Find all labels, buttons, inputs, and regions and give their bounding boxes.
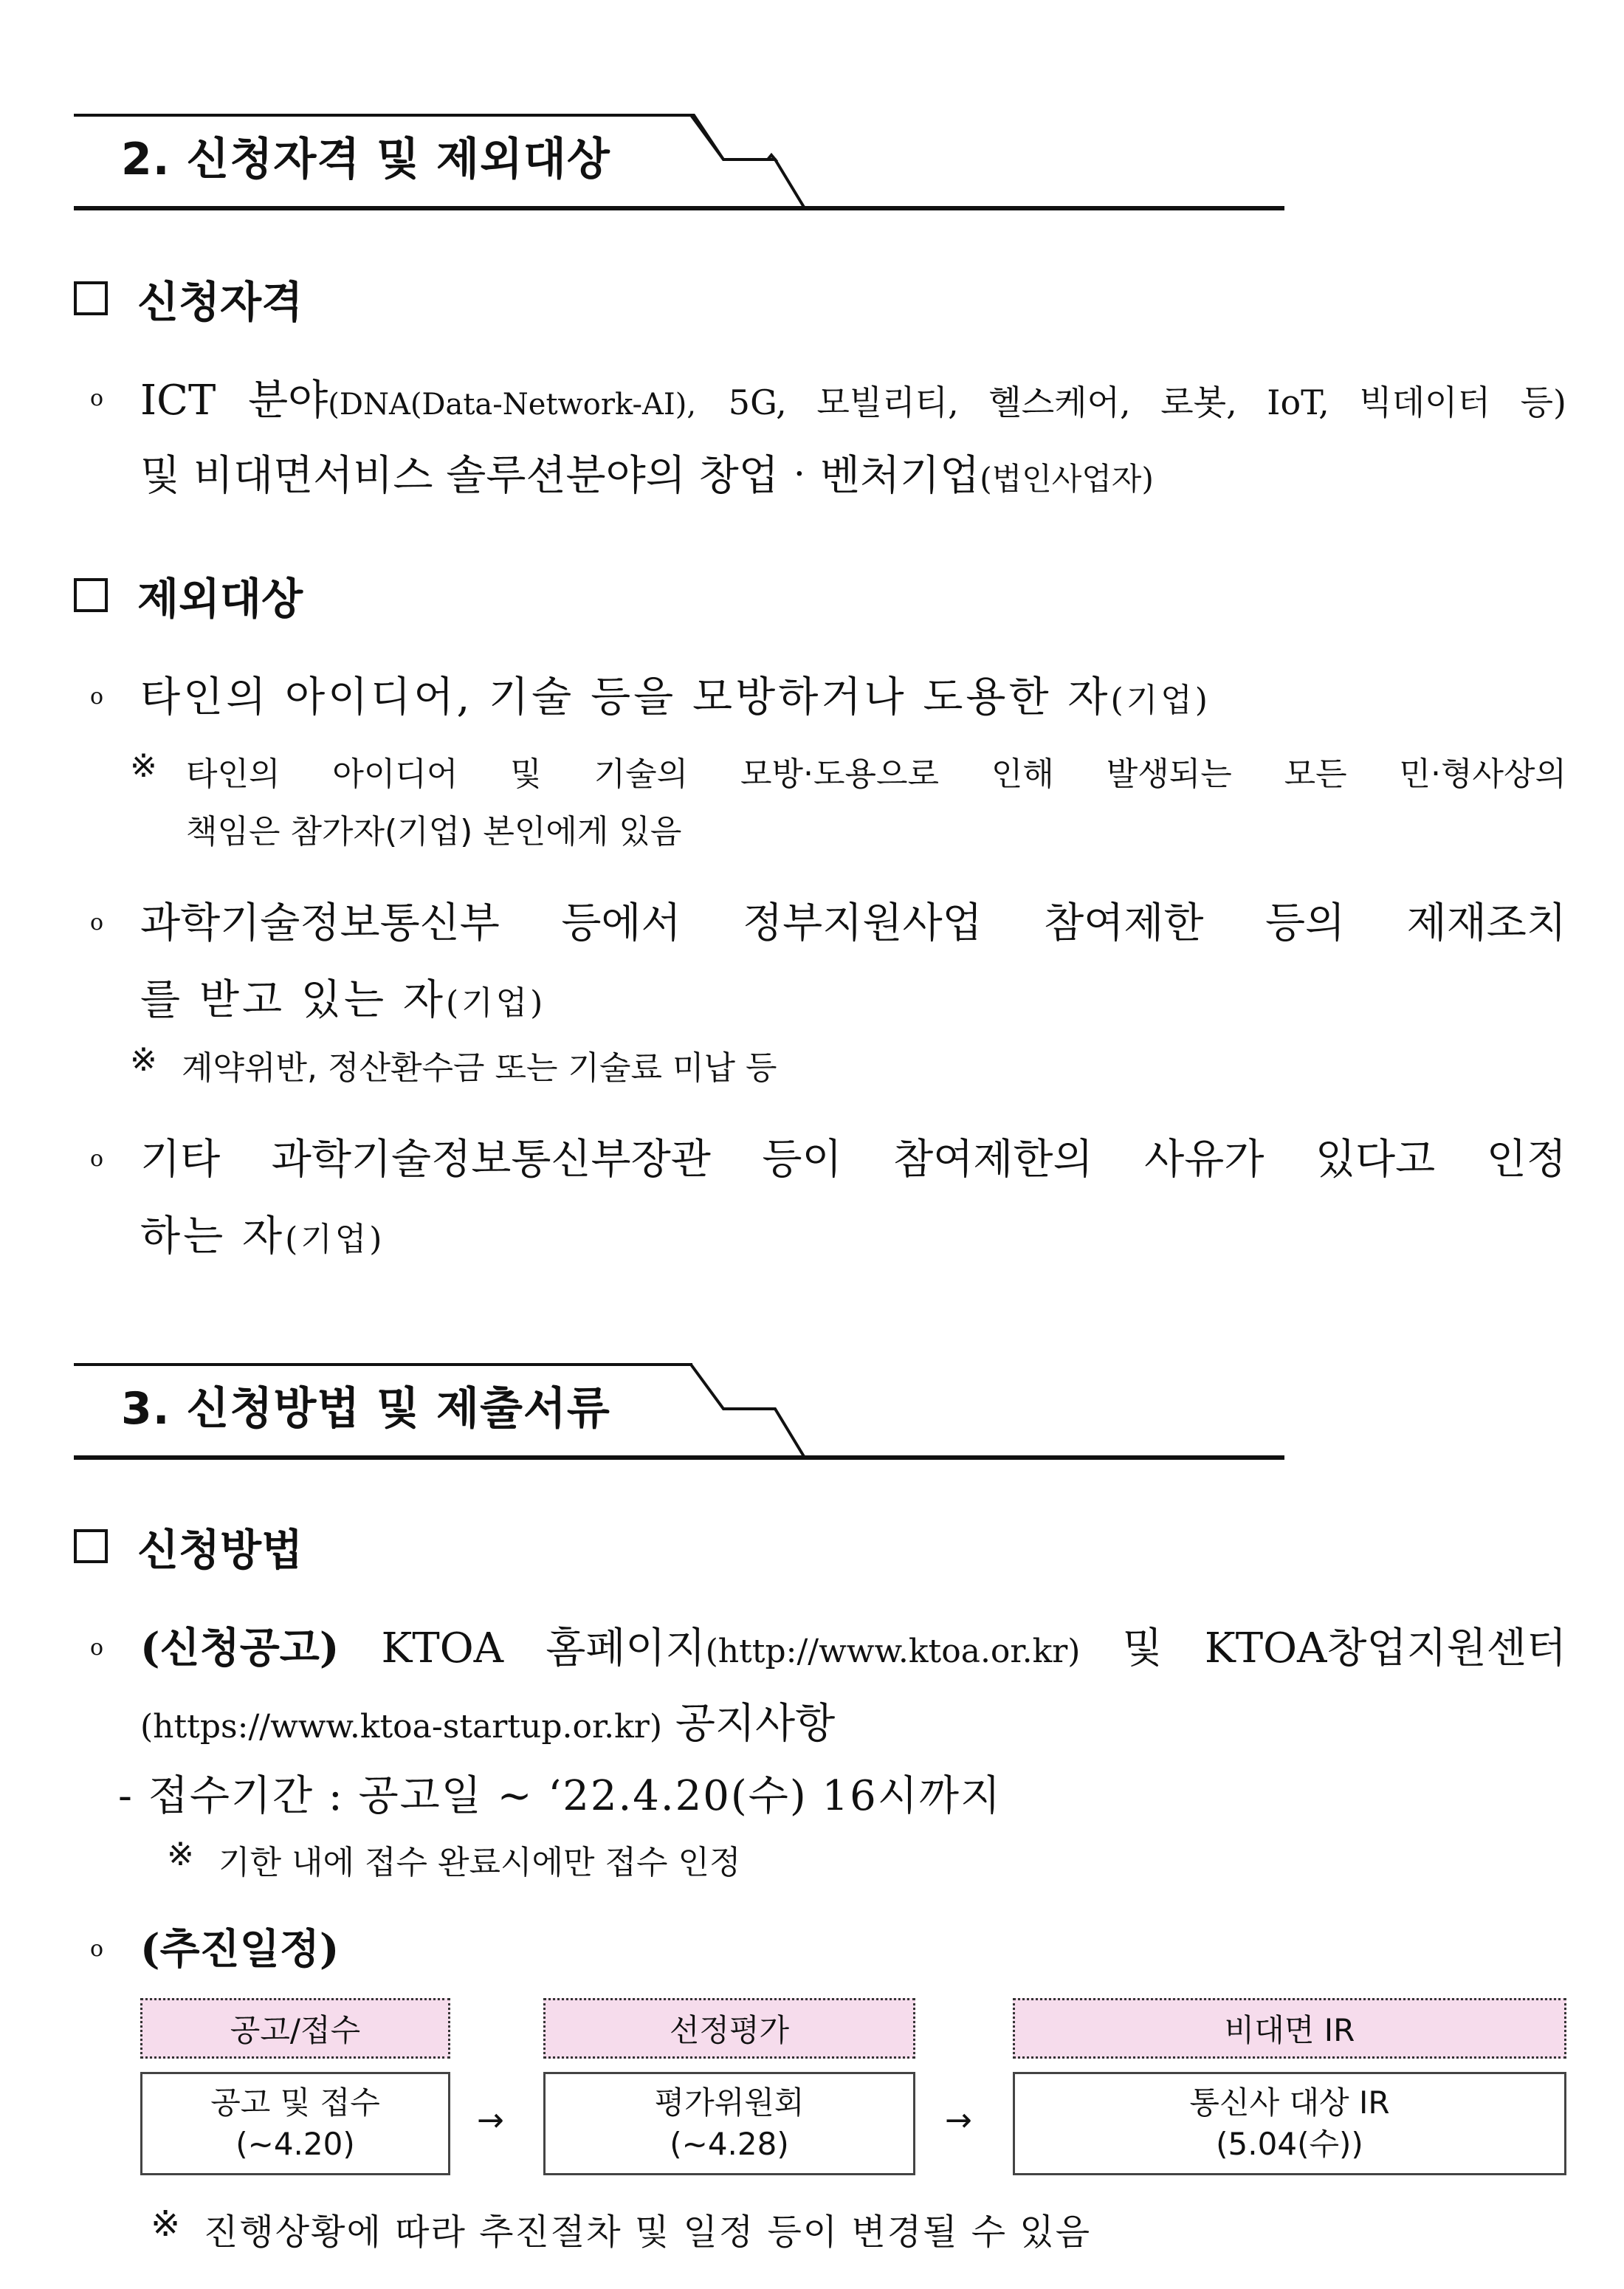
announce-text-1: KTOA 홈페이지 (381, 1624, 706, 1672)
final-note: 진행상황에 따라 추진절차 및 일정 등이 변경될 수 있음 (204, 2211, 1092, 2253)
stage-2-head: 선정평가 (543, 1998, 915, 2059)
arrow-right-icon: → (945, 2101, 972, 2139)
refmark-icon: ※ (130, 1041, 157, 1079)
stage-2-body (543, 2072, 915, 2175)
exclusion-item-1-main: 타인의 아이디어, 기술 등을 모방하거나 도용한 자 (140, 673, 1111, 721)
exclusion-item-2-line-2-paren: (기업) (445, 984, 546, 1022)
exclusion-item-1-paren: (기업) (1110, 682, 1211, 719)
announce-url-2: (https://www.ktoa-startup.or.kr) (140, 1708, 663, 1746)
stage-3-line-1: 통신사 대상 IR (1189, 2084, 1390, 2121)
exclusion-item-1 (140, 665, 1336, 724)
eligibility-dna: (DNA(Data-Network-AI), (328, 388, 697, 422)
stage-2-line-1: 평가위원회 (654, 2084, 805, 2121)
section-3-header (74, 1360, 1284, 1463)
stage-3-body (1013, 2072, 1566, 2175)
bullet-icon: o (90, 1936, 104, 1962)
stage-1-body (140, 2072, 450, 2175)
refmark-icon: ※ (130, 747, 157, 785)
exclusion-heading: 제외대상 (137, 574, 303, 624)
method-heading: 신청방법 (137, 1525, 303, 1575)
application-period: - 접수기간 : 공고일 ~ ‘22.4.20(수) 16시까지 (118, 1772, 1002, 1820)
exclusion-item-2-line-2-main: 를 받고 있는 자 (140, 976, 446, 1024)
exclusion-heading-row (74, 564, 303, 626)
announce-text-2: 및 KTOA창업지원센터 (1122, 1624, 1566, 1672)
bullet-icon: o (90, 684, 104, 710)
bullet-icon: o (90, 1146, 104, 1172)
exclusion-item-3-line-2-paren: (기업) (285, 1221, 385, 1258)
bullet-icon: o (90, 385, 104, 411)
stage-2-line-2: (~4.28) (670, 2126, 789, 2162)
eligibility-heading-row (74, 267, 303, 329)
refmark-icon: ※ (151, 2203, 181, 2245)
stage-3-line-2: (5.04(수)) (1216, 2126, 1363, 2162)
exclusion-item-2-line-2 (140, 967, 546, 1026)
stage-1-line-1: 공고 및 접수 (210, 2084, 380, 2121)
announce-line-2 (140, 1691, 835, 1750)
period-note: 기한 내에 접수 완료시에만 접수 인정 (219, 1844, 741, 1881)
announce-text-3: 공지사항 (675, 1700, 836, 1748)
eligibility-heading: 신청자격 (137, 277, 303, 327)
exclusion-item-3-line-1: 기타 과학기술정보통신부장관 등이 참여제한의 사유가 있다고 인정 (140, 1136, 1566, 1184)
exclusion-item-3-line-2 (140, 1204, 385, 1263)
stage-3-head: 비대면 IR (1013, 1998, 1566, 2059)
arrow-right-icon: → (477, 2101, 504, 2139)
bullet-icon: o (90, 1635, 104, 1661)
stage-1-line-2: (~4.20) (235, 2126, 355, 2162)
announce-url-1: (http://www.ktoa.or.kr) (705, 1633, 1081, 1670)
announce-line-1 (140, 1616, 1566, 1675)
eligibility-item-line-1 (140, 368, 1566, 427)
section-2-header (74, 111, 1284, 214)
exclusion-item-2-line-1: 과학기술정보통신부 등에서 정부지원사업 참여제한 등의 제재조치 (140, 899, 1566, 947)
checkbox-square-icon (74, 578, 108, 612)
exclusion-note-2: 계약위반, 정산환수금 또는 기술료 미납 등 (182, 1049, 777, 1087)
schedule-label: (추진일정) (140, 1925, 340, 1974)
stage-1-head: 공고/접수 (140, 1998, 450, 2059)
eligibility-field: ICT 분야 (140, 377, 328, 425)
section-3-title: 3. 신청방법 및 제출서류 (121, 1383, 610, 1435)
bullet-icon: o (90, 910, 104, 936)
announce-label: (신청공고) (140, 1624, 340, 1672)
checkbox-square-icon (74, 1529, 108, 1563)
eligibility-field-list: 5G, 모빌리티, 헬스케어, 로봇, IoT, 빅데이터 등) (728, 382, 1566, 422)
exclusion-item-3-line-2-main: 하는 자 (140, 1212, 286, 1260)
section-2-title: 2. 신청자격 및 제외대상 (121, 134, 610, 185)
exclusion-note-1-line-2: 책임은 참가자(기업) 본인에게 있음 (186, 813, 682, 851)
eligibility-item-line-2 (140, 443, 1154, 502)
refmark-icon: ※ (167, 1836, 194, 1873)
eligibility-line2-main: 및 비대면서비스 솔루션분야의 창업‧벤처기업 (140, 452, 980, 500)
exclusion-note-1-line-1: 타인의 아이디어 및 기술의 모방‧도용으로 인해 발생되는 모든 민‧형사상의 (186, 755, 1566, 793)
checkbox-square-icon (74, 281, 108, 315)
eligibility-line2-paren: (법인사업자) (980, 461, 1154, 497)
method-heading-row (74, 1515, 303, 1577)
